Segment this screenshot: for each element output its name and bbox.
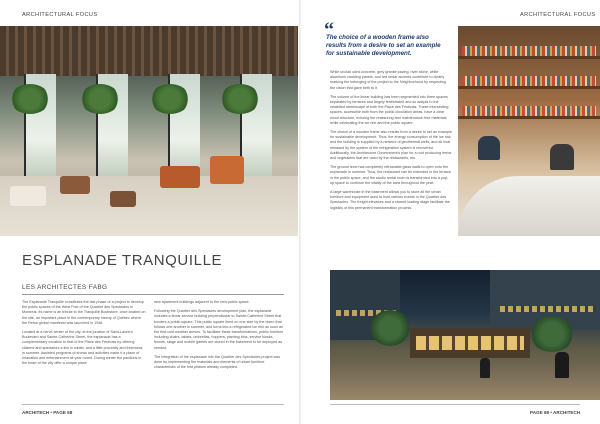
quote-mark-icon: “ bbox=[324, 19, 334, 41]
white-bench bbox=[10, 186, 46, 206]
books bbox=[462, 46, 596, 56]
orange-armchair bbox=[210, 156, 244, 184]
lobby-photo bbox=[0, 26, 298, 236]
paragraph: The integration of the esplanade into the Quartier des Spectacles project was done by implementing the materials and elements of urban furniture characteristic of the first phases already completed. bbox=[154, 354, 281, 370]
footer-rule bbox=[22, 404, 284, 405]
books bbox=[462, 106, 596, 116]
plaza-photo bbox=[330, 270, 600, 400]
pedestrian bbox=[555, 352, 569, 378]
paragraph: The Esplanade Tranquille constitutes the last phase of a project to develop the public spaces of the West Pole of the Quartier des Spectacles in Montréal. Its name is an tribute to the Tranquille Bookstore, once located on the site, an important place in the contemporary history of Québec where the Refus global manifesto was launched in 1948. bbox=[22, 300, 146, 325]
books bbox=[462, 76, 596, 86]
pedestrian bbox=[480, 358, 490, 378]
left-column-2 bbox=[154, 300, 284, 374]
bookshelf bbox=[458, 116, 600, 119]
paragraph: new apartment buildings adjacent to the new public space. bbox=[154, 300, 250, 304]
left-header: ARCHITECTURAL FOCUS bbox=[22, 12, 98, 18]
paragraph: While unclad oiled concrete, grey granite paving, river stone, white aluminum cladding panels, and red cedar accents contribute to clearly marking the belonging of the project to the Neighborhood by respecting the vision that gave birth to it. bbox=[330, 70, 447, 90]
article-title: ESPLANADE TRANQUILLE bbox=[22, 252, 223, 269]
bookshelf bbox=[458, 86, 600, 89]
tree bbox=[370, 310, 410, 346]
paragraph: Following the Quartier des Spectacles development plan, the esplanade includes a linear service building perpendicular to Sainte-Catherine Street that borders a public square. This public square lined on one side by the bistro that follows one another in summer, and turns into a refrigerated ice rink as soon as the first cold weather arrives. To facilitate these transformations, public furniture including chairs, tables, umbrellas, hoppers, planting bins, service kiosks, fences, stage and mobile games are stored in the basement to be deployed as needed. bbox=[154, 309, 284, 350]
side-table bbox=[110, 191, 136, 207]
title-rule bbox=[22, 294, 284, 295]
footer-rule bbox=[330, 404, 580, 405]
paragraph: A large warehouse in the basement allows you to store all the urban furniture and equipment used to hold various events in the Quartier des Spectacles. The freight elevators and a shared loading stage facilitate the logistics of this permanent transformation process. bbox=[330, 190, 450, 210]
paragraph: The volume of the linear building has been segmented into three spaces separated by terraces and largely fenestrated and so adapts to the inhabited streetscape of both the Place des Festivals. These intersecting spaces, accessible both from the public circulation areas, have a clear wood structure, echoing the reassuring and maintenance-free materials while celebrating the ice rink and the public square. bbox=[330, 94, 449, 125]
wood-ceiling bbox=[0, 26, 298, 76]
hanging-plant bbox=[150, 84, 190, 114]
right-footer: PAGE 69 • ARCHITECH bbox=[530, 410, 581, 415]
left-column-1 bbox=[22, 300, 146, 370]
hanging-plant bbox=[80, 84, 120, 114]
seated-person bbox=[550, 144, 574, 170]
hanging-plant bbox=[220, 84, 260, 114]
lit-windows bbox=[500, 306, 596, 312]
pull-quote: The choice of a wooden frame also results from a desire to set an example for sustainable development. bbox=[326, 34, 441, 57]
article-subtitle: LES ARCHITECTES FABG bbox=[22, 284, 108, 291]
hanging-plant bbox=[10, 84, 50, 114]
pavilion-glow bbox=[416, 336, 524, 350]
curved-bench bbox=[458, 176, 600, 236]
lobby-floor bbox=[0, 176, 298, 236]
library-photo bbox=[458, 26, 600, 236]
seated-person bbox=[478, 136, 500, 160]
spine-gutter bbox=[299, 0, 301, 424]
brown-chair bbox=[60, 176, 90, 194]
paragraph: The ground level has completely retractable glass walls to open onto the esplanade in summer. Thus, the restaurant can be extended in the terrace in the public space, and the studio rental room is transformed into a pop-up space to continue the vitality of the area throughout the year. bbox=[330, 165, 451, 185]
tree bbox=[530, 316, 574, 352]
paragraph: The choice of a wooden frame also results from a desire to set an example for sustainable development. Thus, the energy consumption of the ice rink and the building is supplied by a network of geothermal wells, and all heat released by the system of the refrigeration system is recovered. Additionally, the Architecture Government's plan for a roof producing herbs and vegetables that are used by the restaurants, etc. bbox=[330, 130, 452, 161]
paragraph: Located at a nerve center of the city, at the junction of Saint-Laurent Boulevard and Sainte-Catherine Street, the esplanade has a complementary vocation to that of the Place des Festivals by offering citizens and spectators a link in winter, and a little proximity and freshness in summer. Assisted programs of shows and activities make it a place of relaxation and entertainment all year round. During winter the pavilions in the heart of the city offer a unique place bbox=[22, 330, 143, 366]
right-column bbox=[330, 70, 452, 215]
orange-armchair bbox=[160, 166, 200, 188]
right-header: ARCHITECTURAL FOCUS bbox=[520, 12, 596, 18]
bookshelf bbox=[458, 56, 600, 59]
left-footer: ARCHITECH • PAGE 68 bbox=[22, 410, 73, 415]
